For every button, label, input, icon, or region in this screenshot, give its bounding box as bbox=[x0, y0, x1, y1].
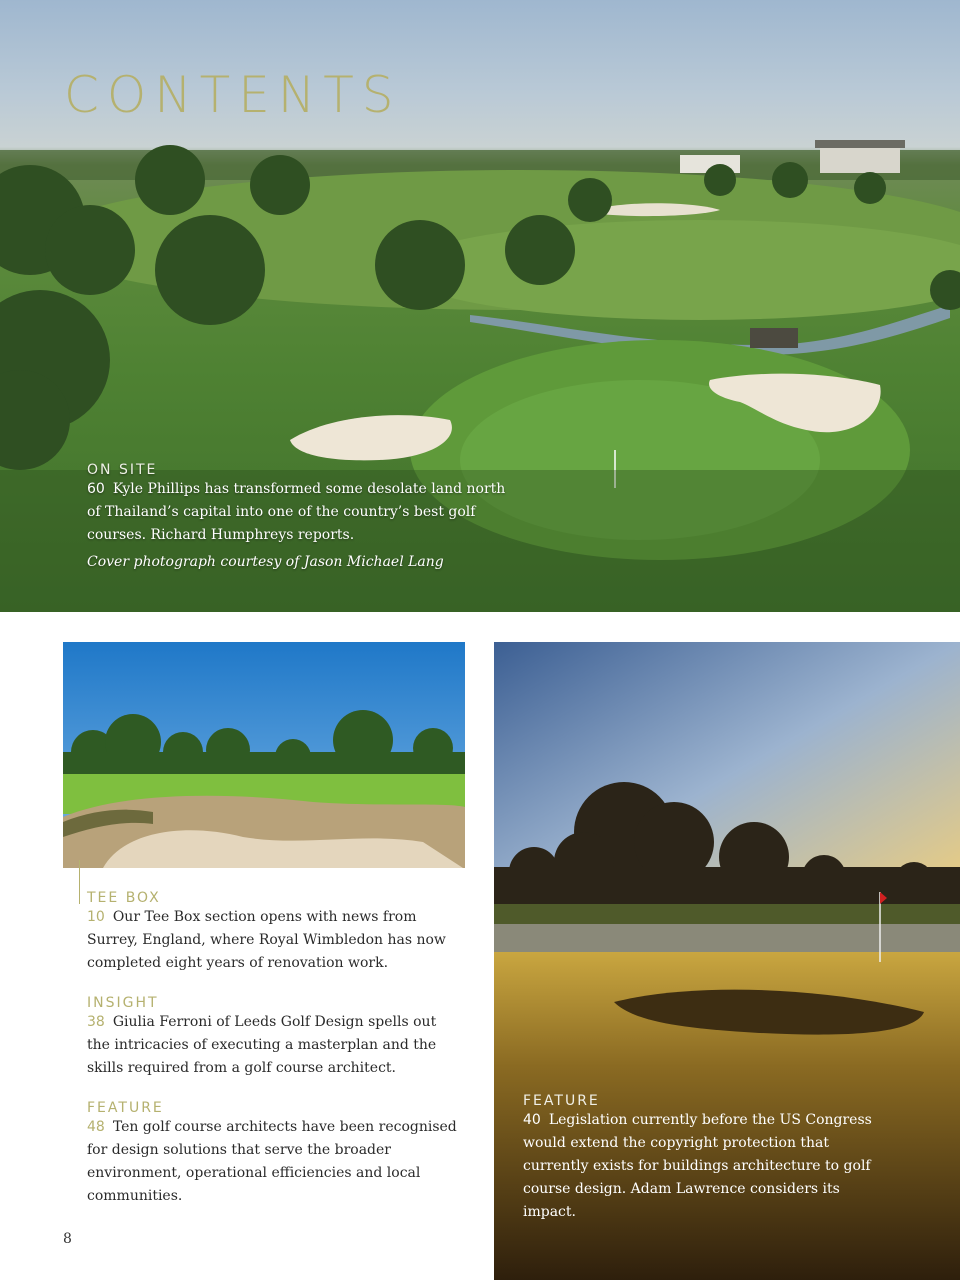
section-text: Legislation currently before the US Congress would extend the copyright protection that currently exists for buildings architecture to golf course design. Adam Lawrence considers its impact. bbox=[523, 1112, 872, 1220]
hero-image bbox=[0, 0, 960, 612]
feature-caption[interactable] bbox=[523, 1093, 883, 1224]
section-text: Giulia Ferroni of Leeds Golf Design spells out the intricacies of executing a masterplan and the skills required from a golf course architect. bbox=[87, 1014, 437, 1076]
page-reference: 48 bbox=[87, 1119, 105, 1135]
section-label: ON SITE bbox=[87, 462, 158, 478]
photo-credit: Cover photograph courtesy of Jason Michael Lang bbox=[87, 554, 444, 570]
contents-entry[interactable] bbox=[87, 995, 457, 1080]
page-reference: 38 bbox=[87, 1014, 105, 1030]
tee-box-image bbox=[63, 642, 465, 868]
section-label: TEE BOX bbox=[87, 890, 161, 906]
contents-entry[interactable] bbox=[87, 1100, 457, 1208]
contents-entry[interactable] bbox=[87, 890, 457, 975]
section-label: FEATURE bbox=[87, 1100, 164, 1116]
section-entry[interactable] bbox=[87, 478, 507, 547]
bunker-landscape-illustration bbox=[63, 642, 465, 868]
page-reference: 60 bbox=[87, 481, 105, 497]
section-label: INSIGHT bbox=[87, 995, 159, 1011]
contents-list bbox=[87, 890, 457, 1228]
section-label: FEATURE bbox=[523, 1093, 600, 1109]
section-text: Kyle Phillips has transformed some desolate land north of Thailand’s capital into one of the country’s best golf courses. Richard Humphreys reports. bbox=[87, 481, 506, 543]
caption-pointer-line bbox=[79, 860, 80, 904]
page-number: 8 bbox=[63, 1231, 72, 1247]
page-reference: 10 bbox=[87, 909, 105, 925]
section-text: Our Tee Box section opens with news from Surrey, England, where Royal Wimbledon has now completed eight years of renovation work. bbox=[87, 909, 446, 971]
hero-caption bbox=[87, 462, 507, 570]
page-reference: 40 bbox=[523, 1112, 541, 1128]
page-title: CONTENTS bbox=[64, 66, 402, 124]
section-text: Ten golf course architects have been recognised for design solutions that serve the broader environment, operational efficiencies and local communities. bbox=[87, 1119, 457, 1204]
